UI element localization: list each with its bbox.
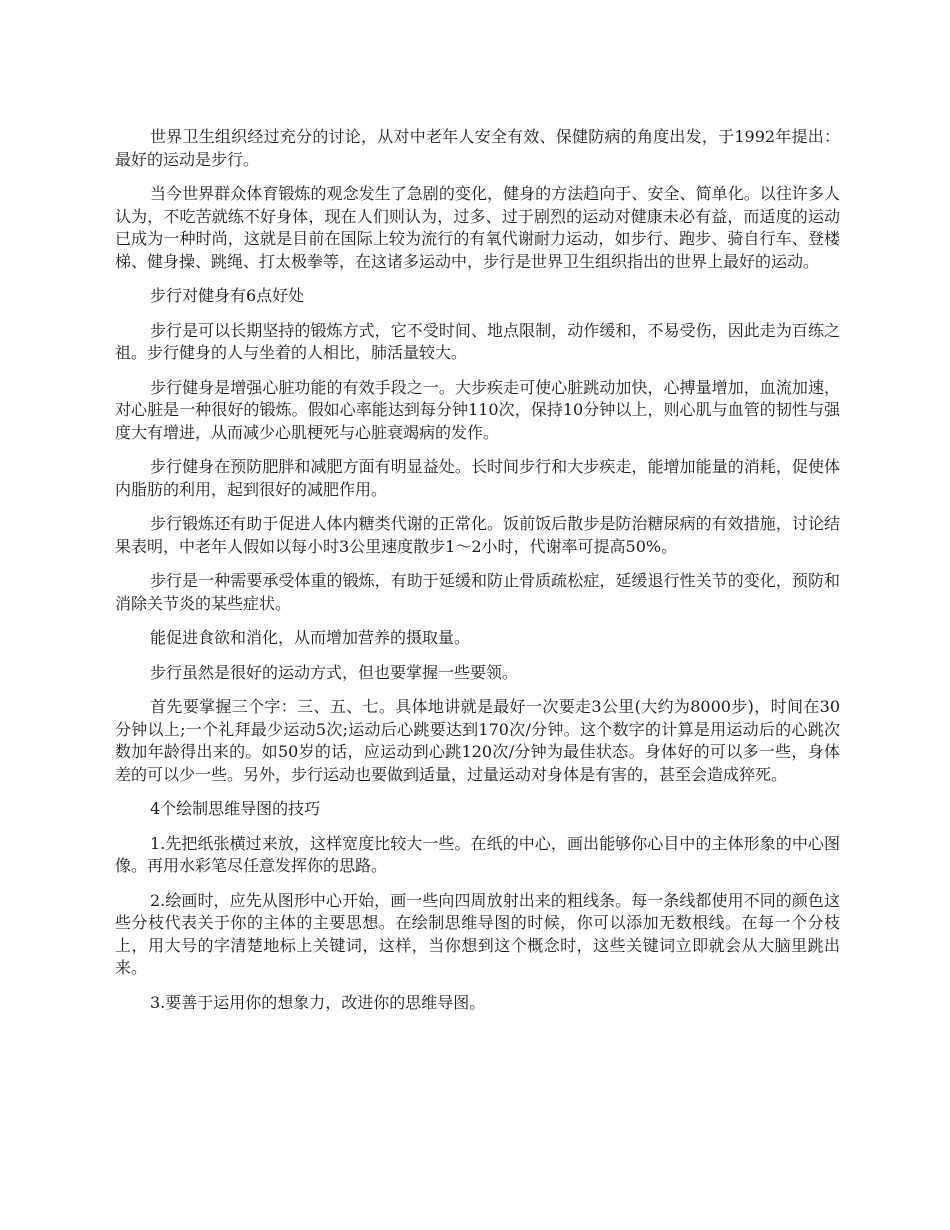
paragraph-benefit-3: 步行健身在预防肥胖和减肥方面有明显益处。长时间步行和大步疾走，能增加能量的消耗，促使体内脂肪的利用，起到很好的减肥作用。 bbox=[115, 457, 840, 499]
paragraph-trend: 当今世界群众体育锻炼的观念发生了急剧的变化，健身的方法趋向于、安全、简单化。以往许多人认为，不吃苦就练不好身体，现在人们则认为，过多、过于剧烈的运动对健康未必有益，而适度的运动已成为一种时尚，这就是目前在国际上较为流行的有氧代谢耐力运动，如步行、跑步、骑自行车、登楼梯、健身操、跳绳、打太极拳等，在这诸多运动中，步行是世界卫生组织指出的世界上最好的运动。 bbox=[115, 184, 840, 271]
paragraph-tip-3: 3.要善于运用你的想象力，改进你的思维导图。 bbox=[150, 992, 486, 1012]
paragraph-benefit-2: 步行健身是增强心脏功能的有效手段之一。大步疾走可使心脏跳动加快，心搏量增加，血流加速，对心脏是一种很好的锻炼。假如心率能达到每分钟110次，保持10分钟以上，则心肌与血管的韧性与强度大有增进，从而减少心肌梗死与心脏衰竭病的发作。 bbox=[115, 377, 840, 442]
section-heading-benefits: 步行对健身有6点好处 bbox=[150, 286, 305, 305]
paragraph-tip-1: 1.先把纸张横过来放，这样宽度比较大一些。在纸的中心，画出能够你心目中的主体形象的中心图像。再用水彩笔尽任意发挥你的思路。 bbox=[115, 833, 840, 875]
document-body bbox=[115, 126, 840, 1026]
paragraph-benefit-1: 步行是可以长期坚持的锻炼方式，它不受时间、地点限制，动作缓和，不易受伤，因此走为百练之祖。步行健身的人与坐着的人相比，肺活量较大。 bbox=[115, 320, 840, 362]
paragraph-intro: 世界卫生组织经过充分的讨论，从对中老年人安全有效、保健防病的角度出发，于1992年提出：最好的运动是步行。 bbox=[115, 127, 840, 169]
paragraph-benefit-4: 步行锻炼还有助于促进人体内糖类代谢的正常化。饭前饭后散步是防治糖尿病的有效措施，讨论结果表明，中老年人假如以每小时3公里速度散步1～2小时，代谢率可提高50%。 bbox=[115, 514, 840, 556]
section-heading-mindmap: 4个绘制思维导图的技巧 bbox=[150, 799, 321, 818]
paragraph-tip-2: 2.绘画时，应先从图形中心开始，画一些向四周放射出来的粗线条。每一条线都使用不同的颜色这些分枝代表关于你的主体的主要思想。在绘制思维导图的时候，你可以添加无数根线。在每一个分枝上，用大号的字清楚地标上关键词，这样，当你想到这个概念时，这些关键词立即就会从大脑里跳出来。 bbox=[115, 890, 840, 977]
paragraph-three-five-seven: 首先要掌握三个字：三、五、七。具体地讲就是最好一次要走3公里(大约为8000步)，时间在30分钟以上;一个礼拜最少运动5次;运动后心跳要达到170次/分钟。这个数字的计算是用运动后的心跳次数加年龄得出来的。如50岁的话，应运动到心跳120次/分钟为最佳状态。身体好的可以多一些，身体差的可以少一些。另外，步行运动也要做到适量，过量运动对身体是有害的，甚至会造成猝死。 bbox=[115, 697, 840, 784]
paragraph-benefit-6: 能促进食欲和消化，从而增加营养的摄取量。 bbox=[150, 628, 471, 647]
paragraph-key-points: 步行虽然是很好的运动方式，但也要掌握一些要领。 bbox=[150, 662, 519, 682]
paragraph-benefit-5: 步行是一种需要承受体重的锻炼，有助于延缓和防止骨质疏松症，延缓退行性关节的变化，预防和消除关节炎的某些症状。 bbox=[115, 571, 840, 613]
